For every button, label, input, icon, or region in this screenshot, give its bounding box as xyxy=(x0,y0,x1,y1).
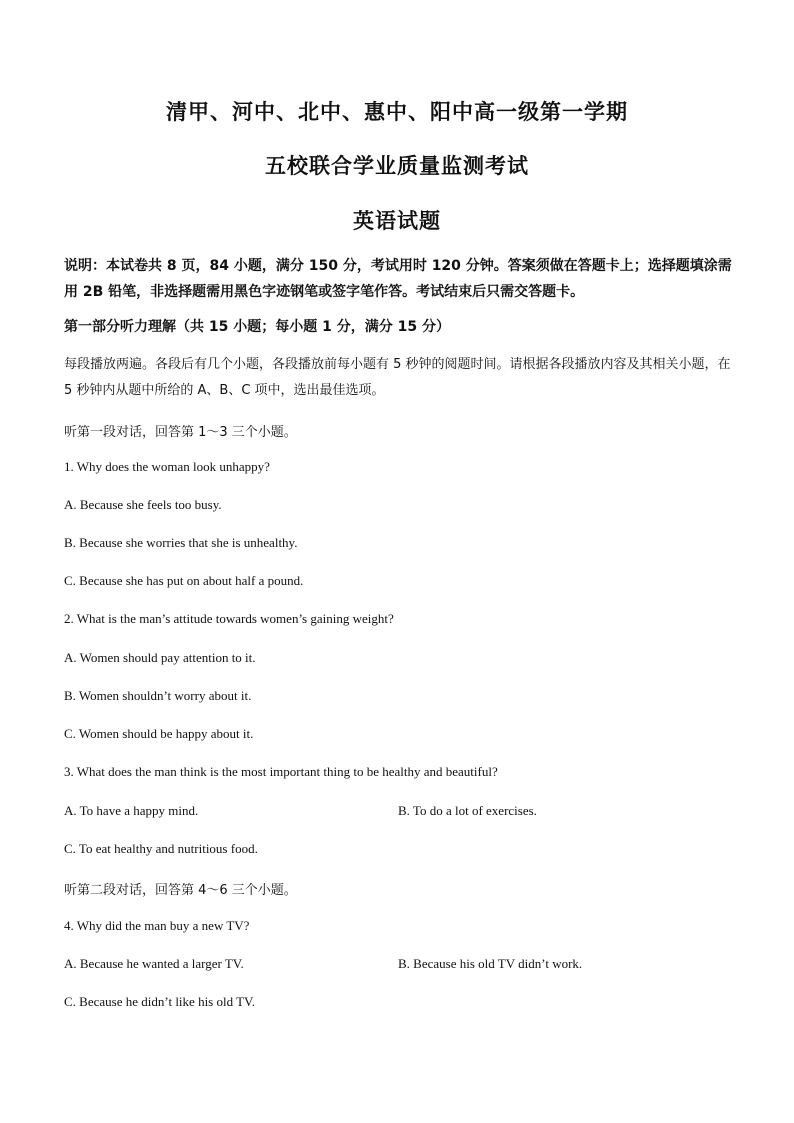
q2-option-b: B. Women shouldn’t worry about it. xyxy=(64,688,252,703)
q2-option-c: C. Women should be happy about it. xyxy=(64,726,254,741)
dialogue2-intro: 听第二段对话，回答第 4～6 三个小题。 xyxy=(64,883,297,898)
q1-option-c: C. Because she has put on about half a pound. xyxy=(64,573,304,588)
exam-title-line1: 清甲、河中、北中、惠中、阳中高一级第一学期 xyxy=(166,100,628,124)
exam-subject-title: 英语试题 xyxy=(353,209,441,233)
q1-option-b: B. Because she worries that she is unhealthy. xyxy=(64,535,298,550)
section1-instruction: 每段播放两遍。各段后有几个小题，各段播放前每小题有 5 秒钟的阅题时间。请根据各段播放内容及其相关小题，在 5 秒钟内从题中所给的 A、B、C 项中，选出最佳选项。 xyxy=(64,357,731,398)
exam-title-line2: 五校联合学业质量监测考试 xyxy=(265,154,529,178)
q3-option-b: B. To do a lot of exercises. xyxy=(398,803,537,818)
q2-stem: 2. What is the man’s attitude towards women’s gaining weight? xyxy=(64,611,394,626)
q4-stem: 4. Why did the man buy a new TV? xyxy=(64,918,250,933)
exam-instructions-note: 说明：本试卷共 8 页，84 小题，满分 150 分，考试用时 120 分钟。答案须做在答题卡上；选择题填涂需用 2B 铅笔，非选择题需用黑色字迹钢笔或签字笔作答。考试结束后只需交答题卡。 xyxy=(64,258,732,300)
q3-option-c: C. To eat healthy and nutritious food. xyxy=(64,841,258,856)
q1-stem: 1. Why does the woman look unhappy? xyxy=(64,459,270,474)
q4-option-c: C. Because he didn’t like his old TV. xyxy=(64,994,256,1009)
q1-option-a: A. Because she feels too busy. xyxy=(64,497,222,512)
q4-option-a: A. Because he wanted a larger TV. xyxy=(64,956,244,971)
q3-stem: 3. What does the man think is the most important thing to be healthy and beautiful? xyxy=(64,764,498,779)
dialogue1-intro: 听第一段对话，回答第 1～3 三个小题。 xyxy=(64,425,297,440)
q4-option-b: B. Because his old TV didn’t work. xyxy=(398,956,583,971)
q2-option-a: A. Women should pay attention to it. xyxy=(64,650,256,665)
q3-option-a: A. To have a happy mind. xyxy=(64,803,199,818)
section1-heading: 第一部分听力理解（共 15 小题；每小题 1 分，满分 15 分） xyxy=(64,319,450,335)
